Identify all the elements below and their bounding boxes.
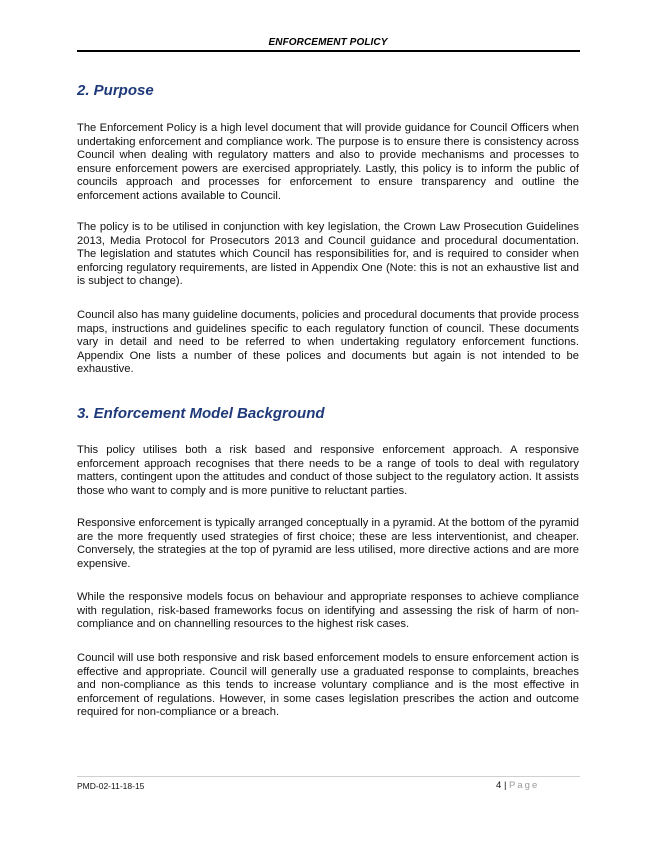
header-title: ENFORCEMENT POLICY — [268, 37, 388, 48]
header-rule — [77, 50, 580, 52]
paragraph: The policy is to be utilised in conjunction with key legislation, the Crown Law Prosecution Guidelines 2013, Media Protocol for Prosecutors 2013 and Council guidance and procedural documentation. The legislation and statutes which Council has responsibilities for, and is required to consider when enforcing regulatory requirements, are listed in Appendix One (Note: this is not an exhaustive list and is subject to change). — [77, 221, 579, 288]
paragraph: The Enforcement Policy is a high level document that will provide guidance for Council Officers when undertaking enforcement and compliance work. The purpose is to ensure there is consistency across Council when dealing with regulatory matters and also to provide mechanisms and processes to ensure enforcement powers are exercised appropriately. Lastly, this policy is to inform the public of councils approach and processes for enforcement to ensure transparency and outline the enforcement actions available to Council. — [77, 122, 579, 202]
paragraph: Council also has many guideline documents, policies and procedural documents that provide process maps, instructions and guidelines specific to each regulatory function of council. These documents vary in detail and need to be referred to when undertaking regulatory enforcement functions. Appendix One lists a number of these polices and documents but again is not intended to be exhaustive. — [77, 309, 579, 376]
page-number-label — [496, 780, 539, 791]
section-heading-purpose: 2. Purpose — [77, 82, 154, 99]
paragraph: Council will use both responsive and risk based enforcement models to ensure enforcement action is effective and appropriate. Council will generally use a graduated response to complaints, breaches and non-compliance as this tends to increase voluntary compliance and is the most effective in enforcement of regulations. However, in some cases legislation prescribes the action and outcome required for non-compliance or a breach. — [77, 652, 579, 719]
footer-rule — [77, 776, 580, 777]
paragraph: While the responsive models focus on behaviour and appropriate responses to achieve compliance with regulation, risk-based frameworks focus on identifying and assessing the risk of harm of non-compliance and on channelling resources to the highest risk cases. — [77, 591, 579, 631]
paragraph: This policy utilises both a risk based and responsive enforcement approach. A responsive enforcement approach recognises that there needs to be a range of tools to deal with regulatory matters, contingent upon the attitudes and conduct of those subject to the regulatory action. It assists those who want to comply and is more punitive to reluctant parties. — [77, 444, 579, 497]
section-heading-enforcement-model: 3. Enforcement Model Background — [77, 405, 325, 422]
document-code: PMD-02-11-18-15 — [77, 781, 145, 791]
paragraph: Responsive enforcement is typically arranged conceptually in a pyramid. At the bottom of the pyramid are the more frequently used strategies of first choice; these are less interventionist, and cheaper. Conversely, the strategies at the top of pyramid are less utilised, more directive actions and are more expensive. — [77, 517, 579, 570]
page-word: Page — [509, 780, 540, 791]
page-number: 4 — [496, 780, 502, 791]
page-separator: | — [503, 780, 507, 791]
